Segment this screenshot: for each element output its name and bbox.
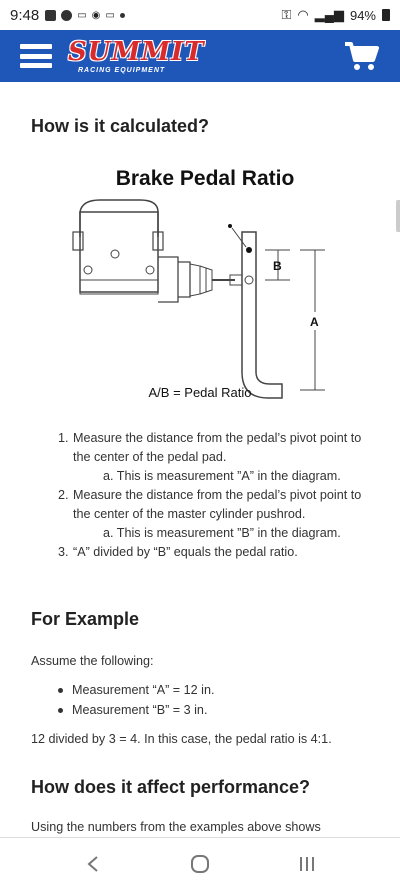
label-b: B xyxy=(273,259,282,273)
back-icon xyxy=(86,855,100,873)
signal-icon: ▂▄▆ xyxy=(314,7,344,22)
section-title-example: For Example xyxy=(31,609,140,629)
more-notifications-icon xyxy=(120,13,125,18)
list-item: 3. “A” divided by “B” equals the pedal ratio. xyxy=(58,545,298,559)
menu-icon[interactable] xyxy=(20,44,52,68)
summit-logo[interactable]: SUMMIT RACING EQUIPMENT xyxy=(68,36,205,74)
battery-percent: 94% xyxy=(349,7,376,23)
brake-pedal-diagram xyxy=(60,162,350,407)
home-button[interactable] xyxy=(180,844,220,884)
status-time: 9:48 xyxy=(10,6,40,24)
key-icon: ⚿ xyxy=(281,7,292,22)
system-nav-bar xyxy=(0,837,400,889)
back-button[interactable] xyxy=(73,844,113,884)
measurement-list xyxy=(58,680,214,720)
sync-icon: ◉ xyxy=(91,9,101,21)
account-icon xyxy=(61,10,72,21)
gallery-icon xyxy=(45,10,56,21)
recents-icon xyxy=(298,856,316,872)
label-a: A xyxy=(310,315,319,329)
home-icon xyxy=(190,854,210,874)
wifi-icon: ◠ xyxy=(297,7,309,22)
site-header xyxy=(0,30,400,82)
edge-panel-handle[interactable] xyxy=(396,200,400,232)
list-item: Measurement “B” = 3 in. xyxy=(58,700,214,720)
notification-icons xyxy=(45,10,125,21)
app-notification-icon-2: ▭ xyxy=(105,9,115,21)
cart-icon[interactable] xyxy=(344,40,380,72)
battery-icon xyxy=(382,9,390,21)
steps-list xyxy=(58,429,368,562)
section-title-calculated: How is it calculated? xyxy=(31,116,210,136)
list-item: Measurement “A” = 12 in. xyxy=(58,680,214,700)
list-item: 2. Measure the distance from the pedal’s pivot point to the center of the master cylinder pushrod. a. This is measurement ”B” in the diagram. xyxy=(58,488,362,540)
section-title-performance: How does it affect performance? xyxy=(31,777,311,797)
performance-text: Using the numbers from the examples above shows xyxy=(31,820,321,834)
diagram-title: Brake Pedal Ratio xyxy=(115,167,295,190)
status-bar xyxy=(0,0,400,30)
result-text: 12 divided by 3 = 4. In this case, the pedal ratio is 4:1. xyxy=(31,732,332,746)
list-item: 1. Measure the distance from the pedal’s pivot point to the center of the pedal pad. a. This is measurement ”A” in the diagram. xyxy=(58,431,362,483)
formula-caption: A/B = Pedal Ratio xyxy=(148,385,252,400)
system-icons xyxy=(282,7,391,23)
app-notification-icon: ▭ xyxy=(77,9,87,21)
assume-text: Assume the following: xyxy=(31,654,154,668)
recents-button[interactable] xyxy=(287,844,327,884)
